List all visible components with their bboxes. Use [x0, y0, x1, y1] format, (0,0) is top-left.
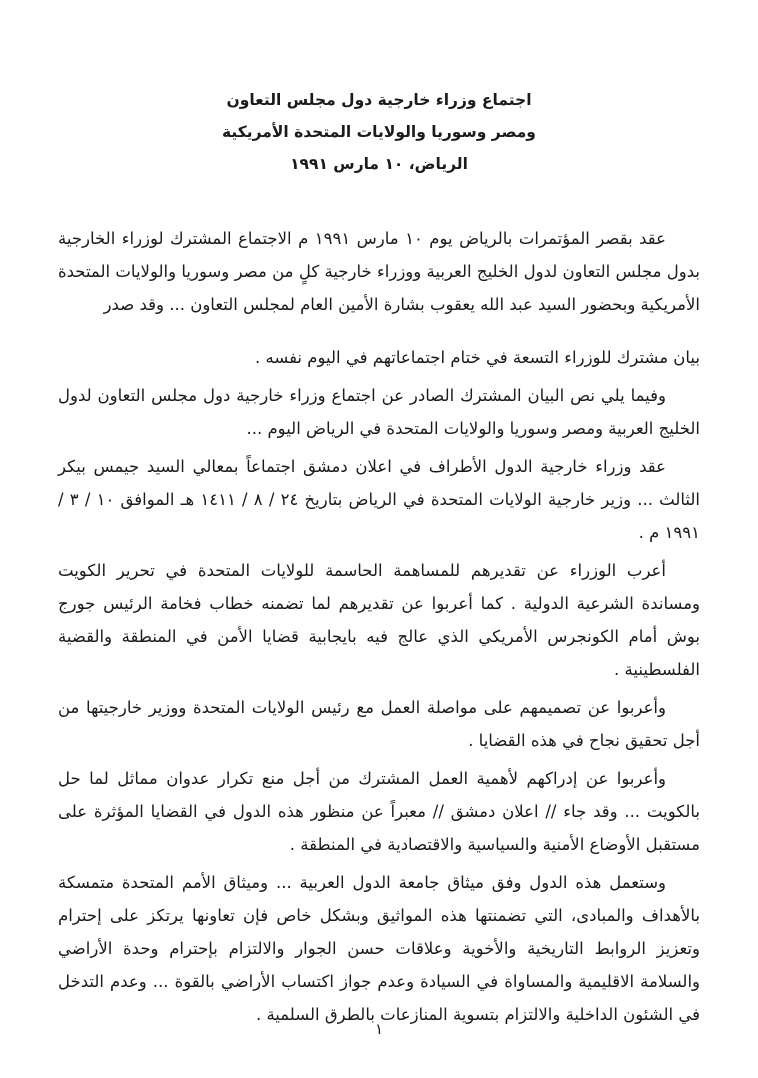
document-title — [58, 84, 700, 180]
title-line-2: ومصر وسوريا والولايات المتحدة الأمريكية — [222, 123, 536, 141]
paragraph-1: عقد بقصر المؤتمرات بالرياض يوم ١٠ مارس ١٩٩١ م الاجتماع المشترك لوزراء الخارجية بدول مجلس التعاون لدول الخليج العربية ووزراء خارجية كلٍ من مصر وسوريا والولايات المتحدة الأمريكية وبحضور السيد عبد الله يعقوب بشارة الأمين العام لمجلس التعاون ... وقد صدر — [58, 229, 700, 314]
paragraph-7: وستعمل هذه الدول وفق ميثاق جامعة الدول العربية ... وميثاق الأمم المتحدة متمسكة بالأهداف والمبادى، التي تضمنتها هذه المواثيق وبشكل خاص فإن تعاونها يرتكز على إحترام وتعزيز الروابط التاريخية والأخوية وعلاقات حسن الجوار والالتزام بإحترام وحدة الأراضي والسلامة الاقليمية والمساواة في السيادة وعدم جواز اكتساب الأراضي بالقوة ... وعدم التدخل في الشئون الداخلية والالتزام بتسوية المنازعات بالطرق السلمية . — [58, 873, 700, 1024]
document-body — [58, 222, 700, 1031]
paragraph-5: وأعربوا عن تصميمهم على مواصلة العمل مع رئيس الولايات المتحدة ووزير خارجيتها من أجل تحقيق نجاح في هذه القضايا . — [58, 698, 700, 750]
paragraph-4: أعرب الوزراء عن تقديرهم للمساهمة الحاسمة للولايات المتحدة في تحرير الكويت ومساندة الشرعية الدولية . كما أعربوا عن تقديرهم لما تضمنه خطاب فخامة الرئيس جورج بوش أمام الكونجرس الأمريكي الذي عالج فيه بايجابية قضايا الأمن في المنطقة والقضية الفلسطينية . — [58, 561, 700, 679]
title-line-3: الرياض، ١٠ مارس ١٩٩١ — [290, 155, 468, 173]
paragraph-2: وفيما يلي نص البيان المشترك الصادر عن اجتماع وزراء خارجية دول مجلس التعاون لدول الخليج العربية ومصر وسوريا والولايات المتحدة في الرياض اليوم ... — [58, 386, 700, 438]
title-line-1: اجتماع وزراء خارجية دول مجلس التعاون — [226, 91, 532, 109]
page-number: ١ — [374, 1020, 384, 1038]
paragraph-3: عقد وزراء خارجية الدول الأطراف في اعلان دمشق اجتماعاً بمعالي السيد جيمس بيكر الثالث ... وزير خارجية الولايات المتحدة في الرياض بتاريخ ٢٤ / ٨ / ١٤١١ هـ الموافق ١٠ / ٣ / ١٩٩١ م . — [58, 457, 701, 542]
paragraph-6: وأعربوا عن إدراكهم لأهمية العمل المشترك من أجل منع تكرار عدوان مماثل لما حل بالكويت ... وقد جاء // اعلان دمشق // معبراً عن منظور هذه الدول في القضايا المؤثرة على مستقبل الأوضاع الأمنية والسياسية والاقتصادية في المنطقة . — [58, 769, 700, 854]
paragraph-1-continuation: بيان مشترك للوزراء التسعة في ختام اجتماعاتهم في اليوم نفسه . — [255, 348, 700, 367]
